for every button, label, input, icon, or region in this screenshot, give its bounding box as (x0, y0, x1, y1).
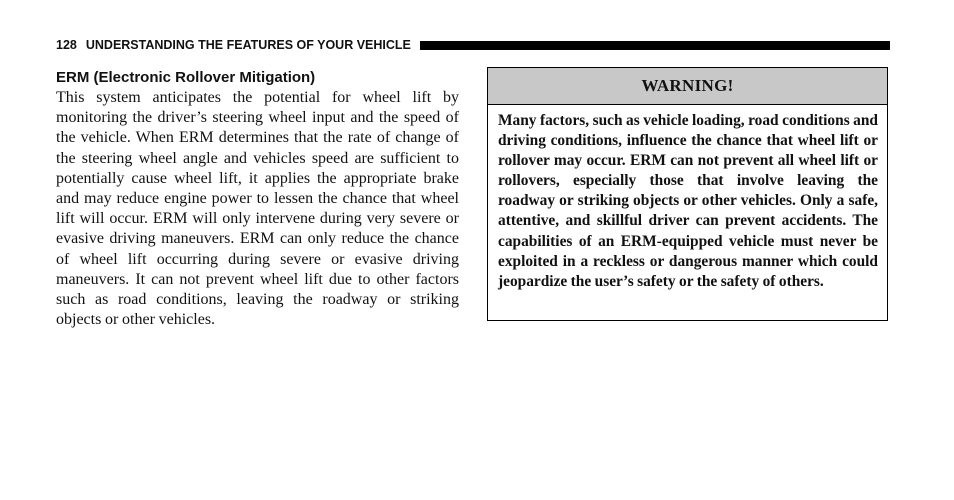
header-rule (420, 41, 890, 50)
warning-title-bar (488, 68, 887, 105)
section-heading: ERM (Electronic Rollover Mitigation) (56, 69, 316, 86)
page-header (56, 38, 890, 52)
warning-title: WARNING! (641, 76, 734, 95)
header-title: UNDERSTANDING THE FEATURES OF YOUR VEHICLE (85, 38, 411, 52)
warning-box (487, 67, 888, 321)
page-number: 128 (56, 38, 77, 52)
left-column (56, 68, 459, 330)
section-body-text: This system anticipates the potential for wheel lift by monitoring the driver’s steering wheel input and the speed of the vehicle. When ERM determines that the rate of change of the steering wheel angle and vehicles speed are sufficient to potentially cause wheel lift, it applies the appropriate brake and may reduce engine power to lessen the chance that wheel lift will occur. ERM will only intervene during very severe or evasive driving maneuvers. ERM can only reduce the chance of wheel lift occurring during severe or evasive driving maneuvers. It can not prevent wheel lift due to other factors such as road conditions, leaving the roadway or striking objects or other vehicles. (56, 89, 459, 329)
warning-text: Many factors, such as vehicle loading, road conditions and driving conditions, influence the chance that wheel lift or rollover may occur. ERM can not prevent all wheel lift or rollovers, especially those that involve leaving the roadway or striking objects or other vehicles. Only a safe, attentive, and skillful driver can prevent accidents. The capabilities of an ERM-equipped vehicle must never be exploited in a reckless or dangerous manner which could jeopardize the user’s safety or the safety of others. (498, 112, 878, 290)
